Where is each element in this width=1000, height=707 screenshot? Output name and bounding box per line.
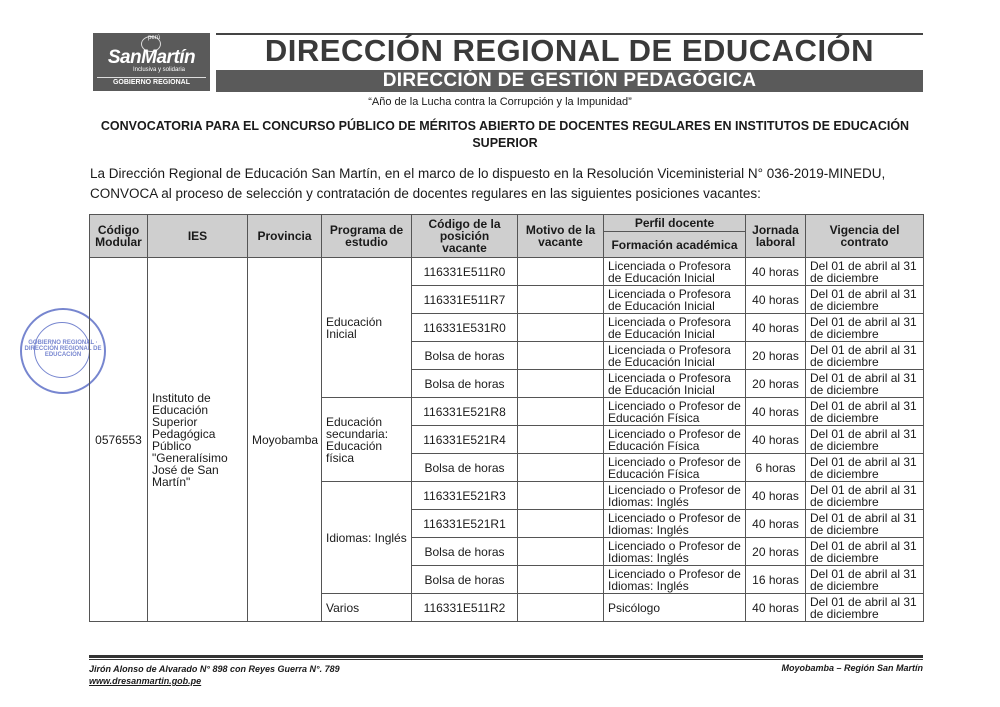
cell-formacion: Licenciado o Profesor de Idiomas: Inglés [604,538,746,566]
cell-formacion: Psicólogo [604,594,746,622]
cell-programa: Educación secundaria: Educación física [322,398,412,482]
cell-posicion: Bolsa de horas [412,342,518,370]
logo-gov-text: GOBIERNO REGIONAL [97,77,206,86]
cell-programa: Varios [322,594,412,622]
page-title: DIRECCIÓN REGIONAL DE EDUCACIÓN [264,33,875,68]
cell-jornada: 40 horas [746,286,806,314]
cell-jornada: 20 horas [746,370,806,398]
footer-website-link[interactable]: www.dresanmartin.gob.pe [89,676,202,686]
cell-jornada: 40 horas [746,258,806,286]
cell-motivo [518,398,604,426]
cell-posicion: 116331E521R1 [412,510,518,538]
header-jornada: Jornada laboral [746,215,806,258]
logo-tagline: Inclusiva y solidaria [133,67,186,73]
cell-formacion: Licenciado o Profesor de Educación Física [604,398,746,426]
cell-vigencia: Del 01 de abril al 31 de diciembre [806,370,924,398]
cell-posicion: 116331E511R7 [412,286,518,314]
cell-codigo-modular: 0576553 [90,258,148,622]
cell-formacion: Licenciado o Profesor de Educación Física [604,426,746,454]
cell-posicion: 116331E521R3 [412,482,518,510]
stamp-text: GOBIERNO REGIONAL · DIRECCIÓN REGIONAL DE EDUCACIÓN [24,340,102,358]
cell-vigencia: Del 01 de abril al 31 de diciembre [806,482,924,510]
cell-vigencia: Del 01 de abril al 31 de diciembre [806,342,924,370]
header-provincia: Provincia [248,215,322,258]
cell-ies: Instituto de Educación Superior Pedagógica Público "Generalísimo José de San Martín" [148,258,248,622]
cell-posicion: 116331E511R0 [412,258,518,286]
table-body [90,258,924,622]
cell-motivo [518,426,604,454]
cell-vigencia: Del 01 de abril al 31 de diciembre [806,286,924,314]
cell-motivo [518,594,604,622]
footer-address: Jirón Alonso de Alvarado N° 898 con Reyes Guerra N°. 789 [89,664,340,674]
cell-motivo [518,342,604,370]
header-formacion: Formación académica [604,232,746,258]
intro-paragraph: La Dirección Regional de Educación San Martín, en el marco de lo dispuesto en la Resolución Viceministerial N° 036-2019-MINEDU, CONVOCA al proceso de selección y contratación de docentes regulares en las siguientes posiciones vacantes: [90,166,886,201]
cell-posicion: 116331E521R8 [412,398,518,426]
cell-motivo [518,510,604,538]
cell-vigencia: Del 01 de abril al 31 de diciembre [806,314,924,342]
cell-jornada: 40 horas [746,398,806,426]
table-row [90,258,924,286]
cell-programa: Idiomas: Inglés [322,482,412,594]
cell-vigencia: Del 01 de abril al 31 de diciembre [806,566,924,594]
footer-address-block [89,663,340,687]
cell-programa: Educación Inicial [322,258,412,398]
cell-motivo [518,314,604,342]
cell-motivo [518,258,604,286]
logo-small-text: perú [148,35,161,41]
cell-formacion: Licenciado o Profesor de Idiomas: Inglés [604,482,746,510]
cell-motivo [518,286,604,314]
document-title: CONVOCATORIA PARA EL CONCURSO PÚBLICO DE MÉRITOS ABIERTO DE DOCENTES REGULARES EN INSTITUTOS DE EDUCACIÓN SUPERIOR [100,119,910,150]
cell-formacion: Licenciado o Profesor de Idiomas: Inglés [604,510,746,538]
cell-jornada: 40 horas [746,482,806,510]
page-subtitle: DIRECCIÓN DE GESTIÓN PEDAGÓGICA [216,70,923,92]
cell-vigencia: Del 01 de abril al 31 de diciembre [806,538,924,566]
header-perfil: Perfil docente [604,215,746,232]
header-ies: IES [148,215,248,258]
cell-jornada: 40 horas [746,426,806,454]
cell-jornada: 16 horas [746,566,806,594]
year-motto: “Año de la Lucha contra la Corrupción y la Impunidad” [368,96,632,108]
cell-vigencia: Del 01 de abril al 31 de diciembre [806,510,924,538]
cell-motivo [518,370,604,398]
cell-posicion: 116331E521R4 [412,426,518,454]
cell-motivo [518,566,604,594]
cell-jornada: 20 horas [746,342,806,370]
footer-rule-thin [89,659,923,660]
footer-city: Moyobamba – Región San Martín [781,663,923,673]
cell-formacion: Licenciada o Profesora de Educación Inicial [604,258,746,286]
header-programa: Programa de estudio [322,215,412,258]
cell-vigencia: Del 01 de abril al 31 de diciembre [806,258,924,286]
cell-formacion: Licenciada o Profesora de Educación Inicial [604,286,746,314]
cell-jornada: 40 horas [746,314,806,342]
cell-motivo [518,454,604,482]
cell-posicion: Bolsa de horas [412,370,518,398]
header-posicion: Código de la posición vacante [412,215,518,258]
cell-vigencia: Del 01 de abril al 31 de diciembre [806,454,924,482]
cell-formacion: Licenciado o Profesor de Educación Física [604,454,746,482]
cell-posicion: Bolsa de horas [412,454,518,482]
header-vigencia: Vigencia del contrato [806,215,924,258]
cell-formacion: Licenciado o Profesor de Idiomas: Inglés [604,566,746,594]
san-martin-logo [93,33,210,91]
cell-jornada: 40 horas [746,510,806,538]
cell-formacion: Licenciada o Profesora de Educación Inicial [604,314,746,342]
cell-motivo [518,538,604,566]
cell-posicion: 116331E511R2 [412,594,518,622]
cell-motivo [518,482,604,510]
cell-jornada: 6 horas [746,454,806,482]
cell-jornada: 40 horas [746,594,806,622]
logo-brand-text: SanMartín [107,47,196,68]
cell-posicion: Bolsa de horas [412,566,518,594]
header-codigo-modular: Código Modular [90,215,148,258]
cell-formacion: Licenciada o Profesora de Educación Inicial [604,370,746,398]
cell-vigencia: Del 01 de abril al 31 de diciembre [806,594,924,622]
cell-provincia: Moyobamba [248,258,322,622]
cell-jornada: 20 horas [746,538,806,566]
cell-vigencia: Del 01 de abril al 31 de diciembre [806,398,924,426]
cell-posicion: Bolsa de horas [412,538,518,566]
cell-posicion: 116331E531R0 [412,314,518,342]
vacancies-table [89,214,924,622]
cell-vigencia: Del 01 de abril al 31 de diciembre [806,426,924,454]
cell-formacion: Licenciada o Profesora de Educación Inicial [604,342,746,370]
footer-rule-thick [89,655,923,658]
header-motivo: Motivo de la vacante [518,215,604,258]
